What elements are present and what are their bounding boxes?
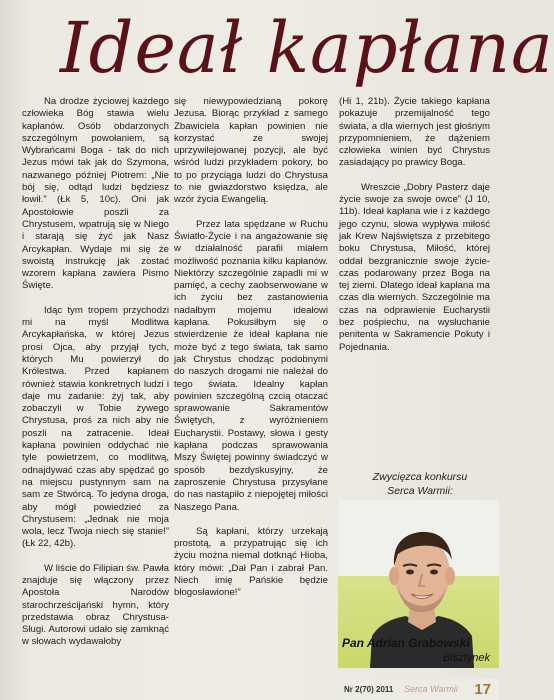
article-title: Ideał kapłana [60, 7, 554, 89]
paragraph: się niewypowiedzianą pokorę Jezusa. Biorąc przykład z samego Zbawiciela kapłan powinien nie korzystać ze swojej uprzywilejowanej pozycji, ale być wśród ludzi przykładem pokory, bo to po przyciąga ludzi do Chrystusa to nie gwiazdorstwo księdza, ale wzór życia Ewangelią. [174, 96, 328, 206]
text-column-3 [339, 96, 490, 366]
paragraph: Na drodze życiowej każdego człowieka Bóg stawia wielu kapłanów. Osób obdarzonych szczególnym powołaniem, są Wybrańcami Boga - tak do nich Jezus mówi tak jak do Szymona, nazwanego później Piotrem: „Nie bój się, odtąd ludzi będziesz łowił.” (Łk 5, 10c). Oni jak Apostołowie poszli za Chrystusem, wpatrują się w Niego i starają się żyć jak Nasz Arcykapłan. Wydaje mi się że swoistą instrukcję jak zostać wzorem kapłana zawiera Pismo Święte. [22, 96, 169, 292]
author-name: Pan Adrian Grabowski [342, 636, 470, 650]
caption-line: Serca Warmii: [387, 485, 453, 497]
author-place: Bisztynek [442, 652, 490, 664]
text-column-2 [174, 96, 328, 612]
paragraph: Idąc tym tropem przychodzi mi na myśl Modlitwa Arcykapłańska, w której Jezus prosi Ojca, aby przyjął tych, których Mu powierzył do Królestwa. Przed kapłanem również stawia konkretnych ludzi i daje mu zadanie: żyj tak, aby zobaczyli w Tobie żywego Chrystusa, proś za nich aby nie poszli na zatracenie. Ideał kapłana powinien oddychać nie tyle powietrzem, co modlitwą, odnajdywać czas aby spędzać go na miejscu pustynnym sam na sam ze Stwórcą. To jedyna droga, aby mógł powiedzieć za Chrystusem: „Jednak nie moja wola, lecz Twoja niech się stanie!” (Łk 22, 42b). [22, 304, 169, 550]
paragraph: (Hi 1, 21b). Życie takiego kapłana pokazuje przemijalność tego świata, a dla wiernych jest głośnym przypomnieniem, że dążeniem człowieka winien być Chrystus zasiadający po prawicy Boga. [339, 96, 490, 169]
caption-line: Zwycięzca konkursu [372, 471, 468, 483]
paragraph: Są kapłani, którzy urzekają prostotą, a przypatrując się ich życiu można niemal dotknąć Hioba, który mówi: „Dał Pan i zabrał Pan. Niech imię Pańskie będzie błogosławione!” [174, 525, 328, 599]
paragraph: W liście do Filipian św. Pawła znajduje się włączony przez Apostoła Narodów starochrześcijański hymn, który przedstawia obraz Chrystusa-Sługi. Autorowi udało się zamknąć w słowach wydawałoby [22, 562, 169, 648]
issue-number: Nr 2(70) 2011 [344, 685, 394, 694]
winner-caption [350, 470, 490, 498]
text-column-1 [22, 96, 169, 661]
page-footer [338, 679, 499, 700]
magazine-name: Serca Warmii [404, 684, 458, 694]
paragraph: Przez lata spędzane w Ruchu Światło-Życie i na angażowanie się w działalność parafii miałem możliwość poznania kilku kapłanów. Niektórzy szczególnie zapadli mi w pamięć, a cechy zaobserwowane w ich życiu bez zastanowienia nadałbym mojemu ideałowi kapłana. Pokusiłbym się o stwierdzenie że ideał kapłana nie może być z tego świata, tak samo jak Chrystus chodząc podobnymi do naszych drogami nie należał do tego świata. Idealny kapłan powinien szczególną czcią otaczać sprawowanie Sakramentów Świętych, z wyróżnieniem Eucharystii. Postawy, słowa i gesty kapłana podczas sprawowania Mszy Świętej powinny świadczyć w sposób bezdyskusyjny, że zaproszenie Chrystusa przysyłane do nas nastąpiło z niepojętej miłości Naszego Pana. [174, 218, 328, 513]
page-number: 17 [474, 681, 491, 698]
paragraph: Wreszcie „Dobry Pasterz daje życie swoje za swoje owce” (J 10, 11b). Ideał kapłana wie i z każdego jego czynu, słowa wypływa miłość jak Krew Najświętsza z przebitego boku Chrystusa, Miłość, której oddał bezgranicznie swoje życie-czas podarowany przez Boga na tej ziemi. Dlatego ideał kapłana ma czas dla wiernych. Szczególnie ma czas na odprawienie Eucharystii bez pośpiechu, na wysłuchanie penitenta w Sakramencie Pokuty i Pojednania. [339, 181, 490, 353]
